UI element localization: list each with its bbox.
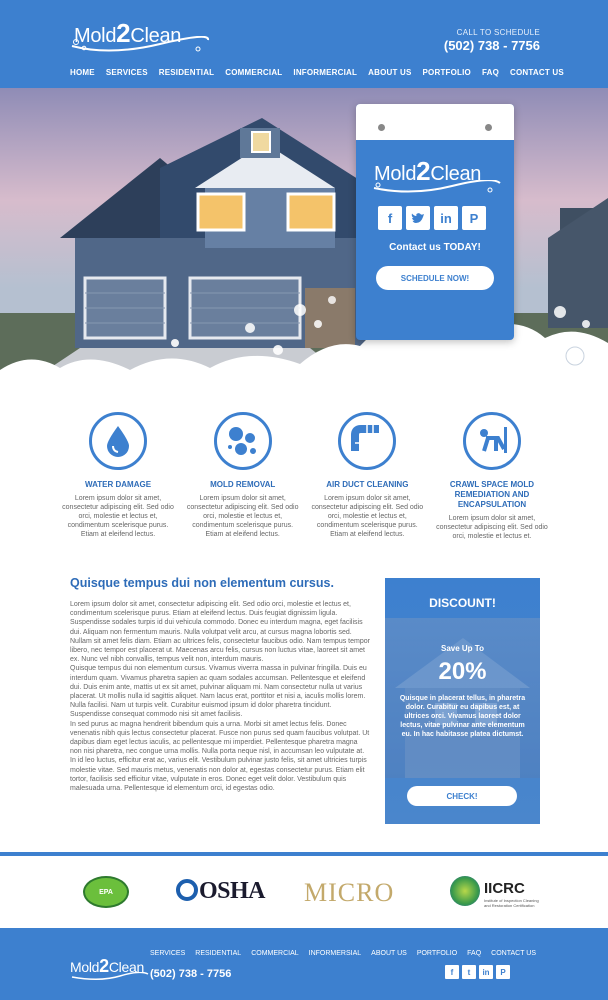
card-logo-text: Mold2Clean xyxy=(374,156,482,186)
card-top-strip xyxy=(356,104,514,140)
article-paragraph: Quisque tempus dui non elementum cursus. Vivamus viverra massa in pulvinar fringilla. Duis eu interdum quam. Vivamus pharetra sapien ac quam sodales accumsan. Pellentesque et eleifend dui. Duis enim ante, mattis ut ex sit amet, pulvinar aliquam mi. Nam consectetur nulla ut varius placerat. Ut mollis nulla id sagittis aliquet. Nam lacus erat, porttitor et nisi a, iaculis mollis lorem. Nulla facilisi. Nam ut turpis velit. Curabitur euismod ipsum id dolor pharetra tincidunt. Suspendisse consequat commodo nisi sit amet facilisis. xyxy=(70,665,367,719)
nav-commercial[interactable]: COMMERCIAL xyxy=(225,68,283,77)
twitter-icon[interactable]: t xyxy=(462,965,476,979)
mold-spores-icon xyxy=(214,412,272,470)
footer-social-links xyxy=(445,965,510,979)
footer-logo-text: Mold2Clean xyxy=(70,956,144,976)
iicrc-logo xyxy=(450,876,550,908)
site-header xyxy=(0,0,608,88)
service-title: CRAWL SPACE MOLD REMEDIATION AND ENCAPSULATION xyxy=(449,480,535,509)
discount-title: DISCOUNT! xyxy=(429,596,496,610)
pinterest-icon[interactable]: P xyxy=(462,206,486,230)
pin-icon xyxy=(378,124,385,131)
service-description: Lorem ipsum dolor sit amet, consectetur adipiscing elit. Sed odio orci, molestie et lectus et. xyxy=(436,515,548,540)
globe-icon xyxy=(450,876,480,906)
article-paragraph: Lorem ipsum dolor sit amet, consectetur adipiscing elit. Sed odio orci, molestie et lectus et, condimentum scelerisque purus. Etiam at eleifend lectus. Duis feugiat dignissim ligula. Suspendisse sodales turpis id dui vehicula commodo. Donec eu interdum magna, eget facilisis dui. Aliquam non fermentum mauris. Nulla volutpat velit arcu, at cursus magna lobortis sed. Nullam sit amet felis diam. Etiam ac ultrices felis, consectetur faucibus odio. Nam tempus tempor libero, nec tempor est placerat ut. Maecenas arcu felis, cursus non luctus vitae, laoreet sit amet ex. Nunc vel nibh convallis, tempus velit non, interdum mauris. xyxy=(70,601,370,664)
logo-text: Mold2Clean xyxy=(74,18,182,48)
footer-nav-contact-us[interactable]: CONTACT US xyxy=(491,950,537,957)
service-description: Lorem ipsum dolor sit amet, consectetur adipiscing elit. Sed odio orci, molestie et lectus et, condimentum scelerisque purus. Etiam at eleifend lectus. xyxy=(311,495,424,538)
discount-percent: 20% xyxy=(438,658,487,685)
discount-box xyxy=(385,578,540,824)
services-section xyxy=(62,412,548,542)
service-title: AIR DUCT CLEANING xyxy=(326,480,409,489)
service-air-duct-cleaning[interactable] xyxy=(311,412,423,542)
pin-icon xyxy=(485,124,492,131)
footer-nav-commercial[interactable]: COMMERCIAL xyxy=(251,950,299,957)
air-duct-icon xyxy=(338,412,396,470)
discount-description: Quisque in placerat tellus, in pharetra dolor. Curabitur eu dapibus est, at ultrices orci. Vivamus laoreet dolor lectus, vitae pulvinar ante elementum eu. In hac habitasse platea dictumst. xyxy=(399,695,526,738)
card-logo xyxy=(372,156,502,190)
footer-nav-faq[interactable]: FAQ xyxy=(467,950,482,957)
footer-nav-residential[interactable]: RESIDENTIAL xyxy=(195,950,242,957)
nav-about-us[interactable]: ABOUT US xyxy=(368,68,412,77)
site-logo[interactable] xyxy=(70,14,210,54)
article-title: Quisque tempus dui non elementum cursus. xyxy=(70,576,334,590)
bubbles-swoosh-icon xyxy=(70,36,210,54)
save-up-to-label: Save Up To xyxy=(441,644,484,653)
partners-logos xyxy=(0,856,608,926)
hero-banner xyxy=(0,88,608,388)
pinterest-icon[interactable]: P xyxy=(496,965,510,979)
footer-nav-about-us[interactable]: ABOUT US xyxy=(371,950,407,957)
osha-logo: OSHA xyxy=(176,878,265,905)
check-button[interactable]: CHECK! xyxy=(407,786,517,806)
footer-nav xyxy=(150,950,546,957)
card-social-links xyxy=(378,206,486,230)
service-mold-removal[interactable] xyxy=(187,412,299,542)
nav-faq[interactable]: FAQ xyxy=(481,68,500,77)
schedule-now-button[interactable]: SCHEDULE NOW! xyxy=(376,266,494,290)
contact-today-text: Contact us TODAY! xyxy=(389,242,481,253)
service-crawl-space[interactable] xyxy=(436,412,548,542)
main-nav xyxy=(70,68,575,82)
service-water-damage[interactable] xyxy=(62,412,174,542)
crawl-space-icon xyxy=(463,412,521,470)
service-title: WATER DAMAGE xyxy=(84,480,152,489)
footer-nav-portfolio[interactable]: PORTFOLIO xyxy=(416,950,458,957)
facebook-icon[interactable]: f xyxy=(445,965,459,979)
footer-logo[interactable] xyxy=(70,956,160,982)
footer-phone[interactable]: (502) 738 - 7756 xyxy=(150,968,232,980)
service-description: Lorem ipsum dolor sit amet, consectetur adipiscing elit. Sed odio orci, molestie et lectus et, condimentum scelerisque purus. Etiam at eleifend lectus. xyxy=(186,495,299,538)
facebook-icon[interactable]: f xyxy=(378,206,402,230)
nav-contact-us[interactable]: CONTACT US xyxy=(510,68,564,77)
bubbles-swoosh-icon xyxy=(70,972,150,982)
micro-logo: MICRO xyxy=(304,878,395,907)
article-body xyxy=(70,600,370,832)
article-paragraph: In sed purus ac magna hendrerit bibendum quis a urna. Morbi sit amet lectus felis. Donec venenatis nibh quis lectus consectetur placerat. Fusce non purus sed quam faucibus volutpat. Ut dapibus diam eget lectus iaculis, ac pellentesque mi imperdiet. Pellentesque pharetra magna non nisi pharetra, nec congue urna mollis. Nulla porta neque nisl, in accumsan leo vulputate at. In id leo luctus, efficitur erat ac, varius elit. Vestibulum pulvinar justo felis, sit amet ultricies turpis molestie vitae. Sed mauris metus, venenatis non dolor at, egestas consectetur purus. Etiam elit tortor, facilisis sed efficitur vitae, vulputate in eros. Donec eget velit dolor. Vestibulum quis malesuada urna. Pellentesque id elementum orci, id egestas odio. xyxy=(70,720,370,793)
footer-nav-services[interactable]: SERVICES xyxy=(150,950,186,957)
osha-ring-icon xyxy=(176,879,198,901)
nav-portfolio[interactable]: PORTFOLIO xyxy=(422,68,471,77)
footer-nav-informersial[interactable]: INFORMERSIAL xyxy=(308,950,362,957)
call-to-schedule-label: CALL TO SCHEDULE xyxy=(456,28,540,37)
twitter-icon[interactable] xyxy=(406,206,430,230)
water-drop-icon xyxy=(89,412,147,470)
nav-services[interactable]: SERVICES xyxy=(105,68,148,77)
nav-home[interactable]: HOME xyxy=(70,68,95,77)
epa-lead-safe-logo: EPA xyxy=(83,876,129,908)
site-footer xyxy=(0,928,608,1000)
iicrc-subtitle: Institute of Inspection Cleaning and Restoration Certification xyxy=(484,898,539,908)
contact-card xyxy=(356,104,514,340)
linkedin-icon[interactable]: in xyxy=(434,206,458,230)
house-illustration xyxy=(0,88,608,388)
nav-residential[interactable]: RESIDENTIAL xyxy=(158,68,215,77)
header-phone[interactable]: (502) 738 - 7756 xyxy=(443,38,540,53)
service-description: Lorem ipsum dolor sit amet, consectetur adipiscing elit. Sed odio orci, molestie et lectus et, condimentum scelerisque purus. Etiam at eleifend lectus. xyxy=(62,495,174,538)
iicrc-text: IICRC xyxy=(484,880,525,897)
nav-informercial[interactable]: INFORMERCIAL xyxy=(293,68,358,77)
service-title: MOLD REMOVAL xyxy=(210,480,276,489)
linkedin-icon[interactable]: in xyxy=(479,965,493,979)
bubbles-swoosh-icon xyxy=(372,180,502,194)
